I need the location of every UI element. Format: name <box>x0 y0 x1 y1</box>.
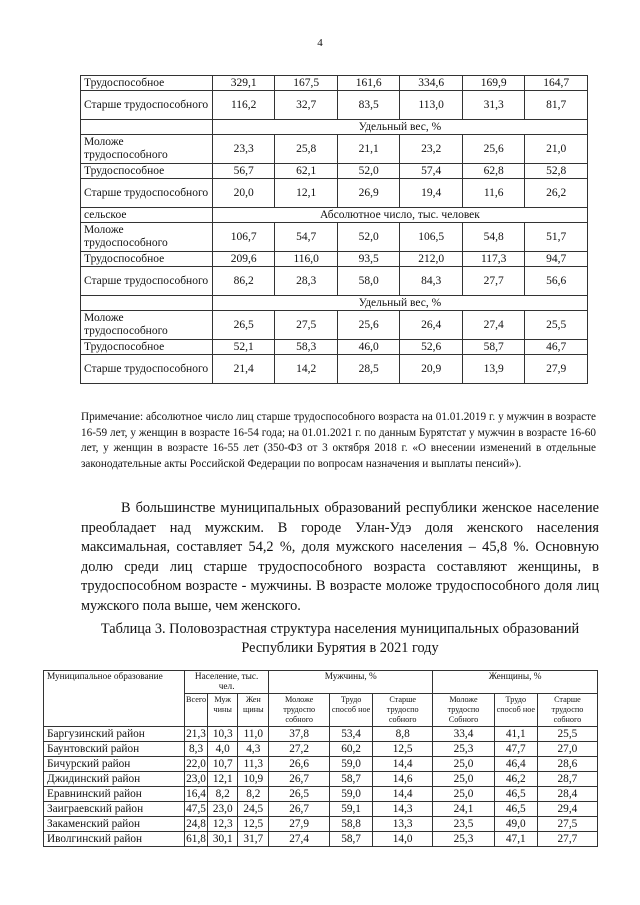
header-men: Мужчины, % <box>269 671 433 694</box>
table-cell: 14,6 <box>373 772 433 787</box>
header-men-count: Муж чины <box>208 694 238 727</box>
table-cell: 93,5 <box>337 252 400 267</box>
table-cell: 25,0 <box>433 757 495 772</box>
table-cell: 8,2 <box>238 787 269 802</box>
page-number: 4 <box>317 37 323 49</box>
table-cell: 56,7 <box>212 164 275 179</box>
header-men-older: Старше трудоспо собного <box>373 694 433 727</box>
table-cell: 53,4 <box>330 727 373 742</box>
table-cell: 14,0 <box>373 832 433 847</box>
table-cell: 25,0 <box>433 772 495 787</box>
table-cell: 11,6 <box>462 179 525 208</box>
table-cell: 16,4 <box>186 787 206 800</box>
table-section-row <box>81 120 588 135</box>
table-cell: 23,0 <box>208 802 238 817</box>
table-cell: 14,4 <box>373 757 433 772</box>
table-cell: 12,1 <box>275 179 338 208</box>
table-cell: 212,0 <box>400 252 463 267</box>
table-cell: 52,6 <box>400 340 463 355</box>
table-cell: 28,6 <box>537 757 597 772</box>
table-cell: 26,6 <box>269 757 330 772</box>
row-label: Моложе трудоспособного <box>81 223 213 252</box>
row-label: Старше трудоспособного <box>81 91 213 120</box>
table-cell: 46,5 <box>494 802 537 817</box>
section-caption: Удельный вес, % <box>212 296 587 311</box>
table-cell: 59,0 <box>330 757 373 772</box>
table3-title: Таблица 3. Половозрастная структура населения муниципальных образований Республики Бурятия в 2021 году <box>100 621 580 656</box>
table-row <box>81 179 588 208</box>
header-women-working: Трудо способ ное <box>494 694 537 727</box>
table-cell: 27,9 <box>269 817 330 832</box>
table-cell: 10,3 <box>208 727 238 742</box>
table-row <box>44 727 598 742</box>
table-cell: 61,8 <box>186 832 206 845</box>
row-label: Старше трудоспособного <box>81 267 213 296</box>
table-cell: 27,4 <box>462 311 525 340</box>
table-cell: 52,8 <box>525 164 588 179</box>
municipality-name: Бичурский район <box>44 757 185 772</box>
table-cell: 23,5 <box>433 817 495 832</box>
row-label: Трудоспособное <box>81 340 213 355</box>
table-cell: 29,4 <box>537 802 597 817</box>
municipality-name: Джидинский район <box>44 772 185 787</box>
table-cell: 46,5 <box>494 787 537 802</box>
table-cell: 26,5 <box>212 311 275 340</box>
table-cell: 25,5 <box>525 311 588 340</box>
table-cell: 46,0 <box>337 340 400 355</box>
header-men-younger: Моложе трудоспо собного <box>269 694 330 727</box>
table-cell: 46,7 <box>525 340 588 355</box>
table-cell: 25,3 <box>433 832 495 847</box>
table-cell: 25,5 <box>537 727 597 742</box>
table-row <box>44 817 598 832</box>
table-cell: 26,9 <box>337 179 400 208</box>
table-row <box>81 91 588 120</box>
municipality-name: Закаменский район <box>44 817 185 832</box>
table-cell: 24,1 <box>433 802 495 817</box>
table-cell: 28,7 <box>537 772 597 787</box>
table-cell: 83,5 <box>337 91 400 120</box>
table-row <box>81 135 588 164</box>
row-label: Трудоспособное <box>81 252 213 267</box>
table-cell: 13,9 <box>462 355 525 384</box>
table-cell: 59,0 <box>330 787 373 802</box>
body-paragraph: В большинстве муниципальных образований республики женское население преобладает над мужским. В городе Улан-Удэ доля женского населения максимальная, составляет 54,2 %, доля мужского населения – 45,8 %. Основную долю среди лиц старше трудоспособного возраста составляют женщины, в трудоспособном возрасте - мужчины. В возрасте моложе трудоспособного доля лиц мужского пола выше, чем женского. <box>81 500 599 614</box>
table-cell: 27,0 <box>537 742 597 757</box>
table-cell: 164,7 <box>525 76 588 91</box>
table-cell: 25,6 <box>337 311 400 340</box>
table-cell: 51,7 <box>525 223 588 252</box>
header-women-younger: Моложе трудоспо Собного <box>433 694 495 727</box>
table-cell: 21,4 <box>212 355 275 384</box>
table-cell: 116,0 <box>275 252 338 267</box>
table-row <box>81 76 588 91</box>
table-cell: 41,1 <box>494 727 537 742</box>
table-cell: 4,3 <box>238 742 269 757</box>
table-cell: 47,7 <box>494 742 537 757</box>
table-cell: 62,8 <box>462 164 525 179</box>
table-row <box>81 340 588 355</box>
table-note: Примечание: абсолютное число лиц старше трудоспособного возраста на 01.01.2019 г. у мужчин в возрасте 16-59 лет, у женщин в возрасте 16-54 года; на 01.01.2021 г. по данным Бурятстат у мужчин в возрасте 16-60 лет, у женщин в возрасте 16-55 лет (350-ФЗ от 3 октября 2018 г. «О внесении изменений в отдельные законодательные акты Российской Федерации по вопросам назначения и выплаты пенсий»). <box>81 411 596 470</box>
header-women-older: Старше трудоспо собного <box>537 694 597 727</box>
table-cell: 21,0 <box>525 135 588 164</box>
table-row <box>81 267 588 296</box>
table-cell: 47,5 <box>186 802 206 815</box>
header-women: Женщины, % <box>433 671 598 694</box>
table-row <box>81 164 588 179</box>
table-cell: 8,3 <box>185 742 208 757</box>
table-cell: 49,0 <box>494 817 537 832</box>
table-cell: 27,4 <box>269 832 330 847</box>
table-cell: 58,7 <box>330 832 373 847</box>
table-cell: 31,7 <box>238 832 269 847</box>
municipality-name: Иволгинский район <box>44 832 185 847</box>
table-cell: 60,2 <box>330 742 373 757</box>
table-cell: 116,2 <box>212 91 275 120</box>
table-section-row <box>81 296 588 311</box>
table-row <box>44 832 598 847</box>
table-cell: 81,7 <box>525 91 588 120</box>
table-cell: 28,5 <box>337 355 400 384</box>
table-cell: 23,0 <box>186 772 206 785</box>
row-label: Трудоспособное <box>81 76 213 91</box>
header-men-working: Трудо способ ное <box>330 694 373 727</box>
table-cell: 161,6 <box>337 76 400 91</box>
table-cell: 11,3 <box>238 757 269 772</box>
table-cell: 117,3 <box>462 252 525 267</box>
table-cell: 47,1 <box>494 832 537 847</box>
table-cell: 54,7 <box>275 223 338 252</box>
row-label: Моложе трудоспособного <box>81 311 213 340</box>
table-cell: 26,7 <box>269 772 330 787</box>
table-cell: 25,0 <box>433 787 495 802</box>
municipality-name: Еравнинский район <box>44 787 185 802</box>
header-population: Население, тыс. чел. <box>185 671 269 694</box>
table-cell: 24,8 <box>186 817 206 830</box>
municipality-name: Заиграевский район <box>44 802 185 817</box>
table-cell: 27,5 <box>537 817 597 832</box>
section-caption: Абсолютное число, тыс. человек <box>212 208 587 223</box>
table-cell: 62,1 <box>275 164 338 179</box>
table-cell: 94,7 <box>525 252 588 267</box>
table-cell: 25,8 <box>275 135 338 164</box>
table-cell: 23,3 <box>212 135 275 164</box>
table-cell: 8,8 <box>373 727 433 742</box>
table-row <box>81 252 588 267</box>
row-label: Трудоспособное <box>81 164 213 179</box>
header-total: Всего <box>185 694 208 727</box>
table-cell: 10,9 <box>238 772 269 787</box>
municipality-name: Баунтовский район <box>44 742 185 757</box>
table-cell: 14,3 <box>373 802 433 817</box>
table-cell: 26,2 <box>525 179 588 208</box>
header-women-count: Жен щины <box>238 694 269 727</box>
table-cell: 19,4 <box>400 179 463 208</box>
table-cell: 28,3 <box>275 267 338 296</box>
municipal-structure-table <box>43 670 598 847</box>
row-label: Моложе трудоспособного <box>81 135 213 164</box>
header-municipality: Муниципальное образование <box>44 671 185 727</box>
table-cell: 52,1 <box>212 340 275 355</box>
table-cell: 28,4 <box>537 787 597 802</box>
table-cell: 106,7 <box>212 223 275 252</box>
table-cell: 58,8 <box>330 817 373 832</box>
row-label <box>81 120 213 135</box>
table-cell: 58,0 <box>337 267 400 296</box>
section-caption: Удельный вес, % <box>212 120 587 135</box>
table-cell: 37,8 <box>269 727 330 742</box>
table-row <box>44 802 598 817</box>
table-cell: 23,2 <box>400 135 463 164</box>
table-cell: 12,5 <box>373 742 433 757</box>
table-row <box>44 757 598 772</box>
row-label: Старше трудоспособного <box>81 179 213 208</box>
table-cell: 56,6 <box>525 267 588 296</box>
table-cell: 10,7 <box>208 757 238 772</box>
table-cell: 169,9 <box>462 76 525 91</box>
table-cell: 58,3 <box>275 340 338 355</box>
table-cell: 54,8 <box>462 223 525 252</box>
table-row <box>81 311 588 340</box>
table-cell: 46,2 <box>494 772 537 787</box>
table-cell: 26,7 <box>269 802 330 817</box>
table-cell: 26,4 <box>400 311 463 340</box>
table-cell: 25,6 <box>462 135 525 164</box>
table-cell: 27,9 <box>525 355 588 384</box>
table-cell: 14,4 <box>373 787 433 802</box>
table-cell: 21,1 <box>337 135 400 164</box>
table-cell: 27,5 <box>275 311 338 340</box>
table-cell: 59,1 <box>330 802 373 817</box>
table-cell: 26,5 <box>269 787 330 802</box>
table-cell: 20,9 <box>400 355 463 384</box>
row-label: сельское <box>81 208 213 223</box>
table-cell: 167,5 <box>275 76 338 91</box>
table-cell: 46,4 <box>494 757 537 772</box>
table-cell: 27,2 <box>269 742 330 757</box>
table-cell: 334,6 <box>400 76 463 91</box>
table-cell: 84,3 <box>400 267 463 296</box>
table-row <box>81 355 588 384</box>
table-cell: 12,3 <box>208 817 238 832</box>
table-cell: 4,0 <box>208 742 238 757</box>
table-cell: 20,0 <box>212 179 275 208</box>
table-cell: 32,7 <box>275 91 338 120</box>
table-cell: 30,1 <box>208 832 238 847</box>
table-cell: 52,0 <box>337 164 400 179</box>
table-cell: 106,5 <box>400 223 463 252</box>
table-cell: 14,2 <box>275 355 338 384</box>
table-cell: 13,3 <box>373 817 433 832</box>
table-cell: 27,7 <box>537 832 597 847</box>
table-cell: 113,0 <box>400 91 463 120</box>
table-cell: 31,3 <box>462 91 525 120</box>
table-row <box>44 787 598 802</box>
table-cell: 12,1 <box>208 772 238 787</box>
table-cell: 27,7 <box>462 267 525 296</box>
table-cell: 24,5 <box>238 802 269 817</box>
table-cell: 12,5 <box>238 817 269 832</box>
table-cell: 57,4 <box>400 164 463 179</box>
table-cell: 11,0 <box>238 727 269 742</box>
table-cell: 209,6 <box>212 252 275 267</box>
table-row <box>44 742 598 757</box>
table-cell: 58,7 <box>330 772 373 787</box>
table-row <box>81 223 588 252</box>
table-cell: 329,1 <box>212 76 275 91</box>
table-cell: 8,2 <box>208 787 238 802</box>
table-cell: 33,4 <box>433 727 495 742</box>
table-cell: 86,2 <box>212 267 275 296</box>
table-cell: 21,3 <box>186 727 206 740</box>
row-label <box>81 296 213 311</box>
table-cell: 52,0 <box>337 223 400 252</box>
table-cell: 25,3 <box>433 742 495 757</box>
municipality-name: Баргузинский район <box>44 727 185 742</box>
age-structure-table-continued <box>80 75 588 384</box>
table-section-row <box>81 208 588 223</box>
table-row <box>44 772 598 787</box>
table-cell: 22,0 <box>186 757 206 770</box>
row-label: Старше трудоспособного <box>81 355 213 384</box>
table-cell: 58,7 <box>462 340 525 355</box>
